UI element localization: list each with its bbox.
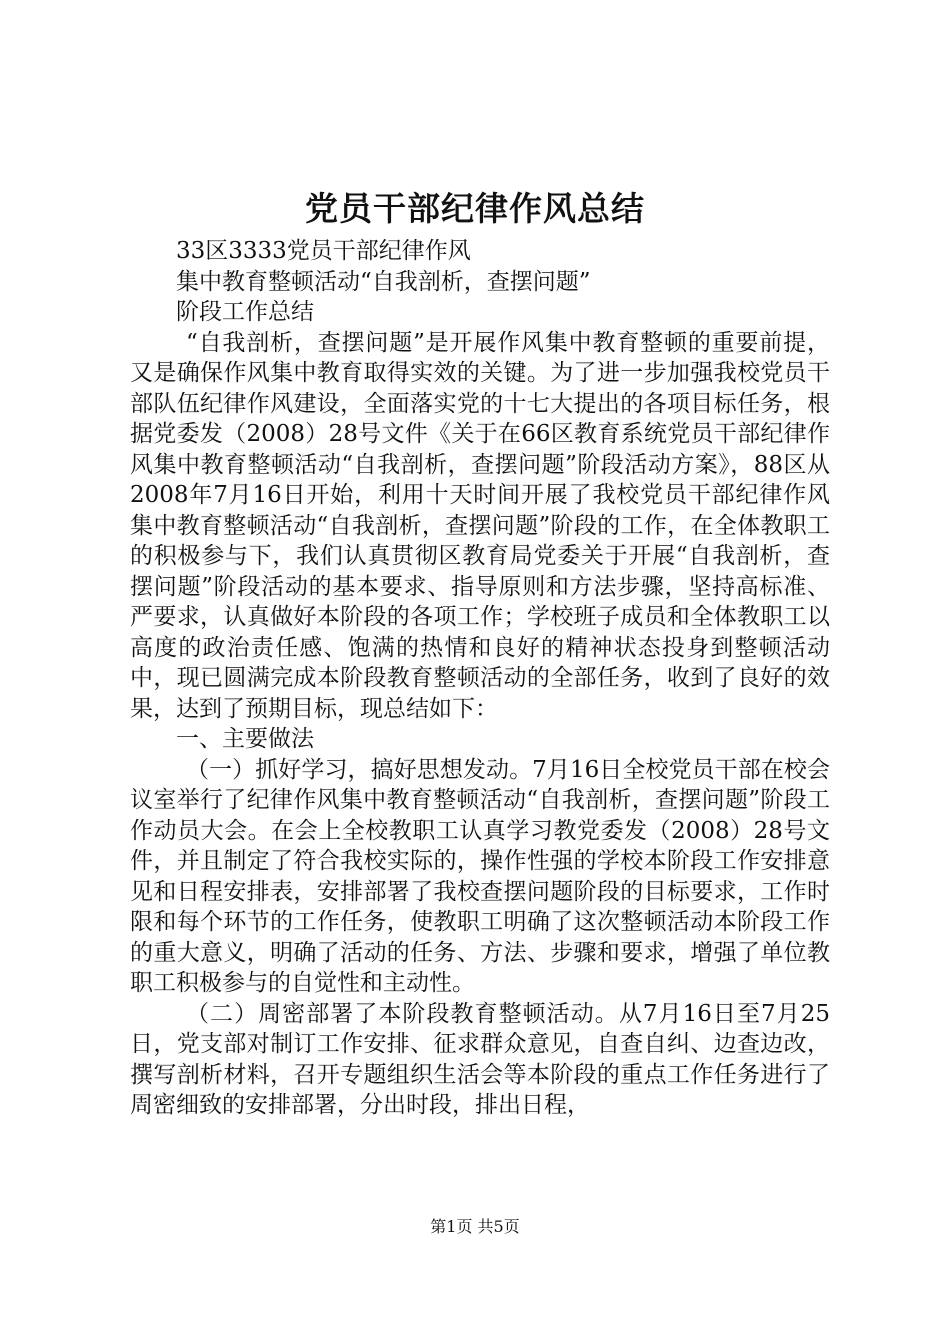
header-line: 集中教育整顿活动“自我剖析，查摆问题” <box>176 268 591 295</box>
body-paragraph: “自我剖析，查摆问题”是开展作风集中教育整顿的重要前提，又是确保作风集中教育取得实效的关键。为了进一步加强我校党员干部队伍纪律作风建设，全面落实党的十七大提出的各项目标任务，根据党委发（2008）28号文件《关于在66区教育系统党员干部纪律作风集中教育整顿活动“自我剖析，查摆问题”阶段活动方案》，88区从2008年7月16日开始，利用十天时间开展了我校党员干部纪律作风集中教育整顿活动“自我剖析，查摆问题”阶段的工作，在全体教职工的积极参与下，我们认真贯彻区教育局党委关于开展“自我剖析，查摆问题”阶段活动的基本要求、指导原则和方法步骤，坚持高标准、严要求，认真做好本阶段的各项工作；学校班子成员和全体教职工以高度的政治责任感、饱满的热情和良好的精神状态投身到整顿活动中，现已圆满完成本阶段教育整顿活动的全部任务，收到了良好的效果，达到了预期目标，现总结如下： <box>130 329 830 722</box>
document-body <box>130 236 830 1121</box>
body-paragraph: （二）周密部署了本阶段教育整顿活动。从7月16日至7月25日，党支部对制订工作安排、征求群众意见，自查自纠、边查边改，撰写剖析材料，召开专题组织生活会等本阶段的重点工作任务进行了周密细致的安排部署，分出时段，排出日程， <box>130 1000 830 1118</box>
document-title: 党员干部纪律作风总结 <box>305 189 645 228</box>
body-paragraph: （一）抓好学习，搞好思想发动。7月16日全校党员干部在校会议室举行了纪律作风集中教育整顿活动“自我剖析，查摆问题”阶段工作动员大会。在会上全校教职工认真学习教党委发（2008）28号文件，并且制定了符合我校实际的，操作性强的学校本阶段工作安排意见和日程安排表，安排部署了我校查摆问题阶段的目标要求，工作时限和每个环节的工作任务，使教职工明确了这次整顿活动本阶段工作的重大意义，明确了活动的任务、方法、步骤和要求，增强了单位教职工积极参与的自觉性和主动性。 <box>130 756 830 996</box>
section-heading: 一、主要做法 <box>176 726 314 752</box>
header-line: 阶段工作总结 <box>176 299 314 325</box>
page-number: 第1页 共5页 <box>430 1217 520 1236</box>
header-line: 33区3333党员干部纪律作风 <box>176 238 471 264</box>
